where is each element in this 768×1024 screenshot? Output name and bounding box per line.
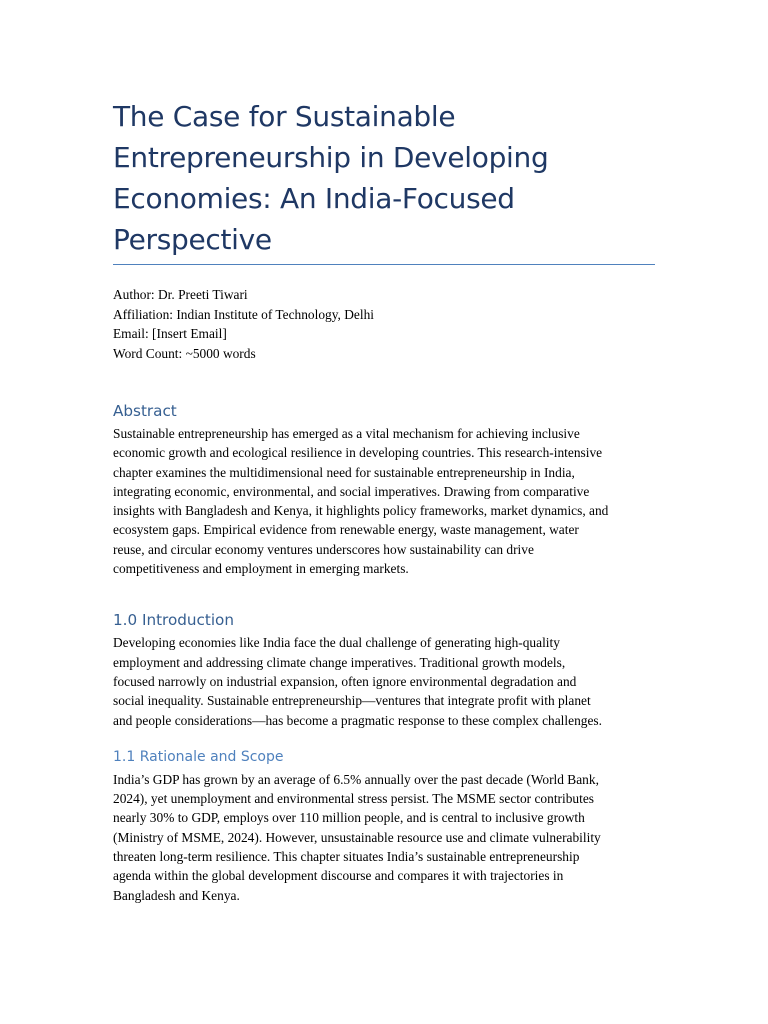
text-line: and people considerations—has become a pragmatic response to these complex challenges. [113,712,602,728]
abstract-heading: Abstract [113,402,177,420]
title-line: Perspective [113,223,272,256]
author-line: Author: Dr. Preeti Tiwari [113,287,248,302]
abstract-paragraph [113,424,655,578]
rationale-paragraph [113,770,655,905]
text-line: India’s GDP has grown by an average of 6.5% annually over the past decade (World Bank, [113,771,599,787]
text-line: agenda within the global development discourse and compares it with trajectories in [113,868,564,884]
text-line: employment and addressing climate change imperatives. Traditional growth models, [113,654,566,670]
email-line: Email: [Insert Email] [113,326,227,341]
rationale-heading: 1.1 Rationale and Scope [113,748,284,765]
text-line: integrating economic, environmental, and social imperatives. Drawing from comparative [113,483,590,499]
title-line: The Case for Sustainable [113,100,456,133]
title-underline [113,264,655,265]
title-line: Entrepreneurship in Developing [113,141,549,174]
document-title [113,96,655,260]
text-line: threaten long-term resilience. This chapter situates India’s sustainable entrepreneurship [113,849,580,865]
text-line: 2024), yet unemployment and environmental stress persist. The MSME sector contributes [113,791,594,807]
introduction-heading: 1.0 Introduction [113,611,234,630]
text-line: focused narrowly on industrial expansion, often ignore environmental degradation and [113,673,577,689]
document-content [113,96,655,905]
text-line: social inequality. Sustainable entrepreneurship—ventures that integrate profit with planet [113,693,591,709]
text-line: chapter examines the multidimensional need for sustainable entrepreneurship in India, [113,464,575,480]
text-line: competitiveness and employment in emerging markets. [113,561,409,577]
affiliation-line: Affiliation: Indian Institute of Technology, Delhi [113,306,374,322]
introduction-paragraph [113,633,655,729]
text-line: Bangladesh and Kenya. [113,887,240,903]
text-line: Sustainable entrepreneurship has emerged as a vital mechanism for achieving inclusive [113,426,580,441]
word-count-line: Word Count: ~5000 words [113,345,256,361]
text-line: nearly 30% to GDP, employs over 110 million people, and is central to inclusive growth [113,810,585,826]
text-line: Developing economies like India face the dual challenge of generating high-quality [113,635,560,651]
author-meta [113,285,655,363]
text-line: ecosystem gaps. Empirical evidence from renewable energy, waste management, water [113,522,579,538]
text-line: reuse, and circular economy ventures underscores how sustainability can drive [113,541,534,557]
text-line: economic growth and ecological resilience in developing countries. This research-intensive [113,445,603,461]
text-line: (Ministry of MSME, 2024). However, unsustainable resource use and climate vulnerability [113,829,601,845]
text-line: insights with Bangladesh and Kenya, it highlights policy frameworks, market dynamics, and [113,503,609,519]
title-line: Economies: An India-Focused [113,182,515,215]
